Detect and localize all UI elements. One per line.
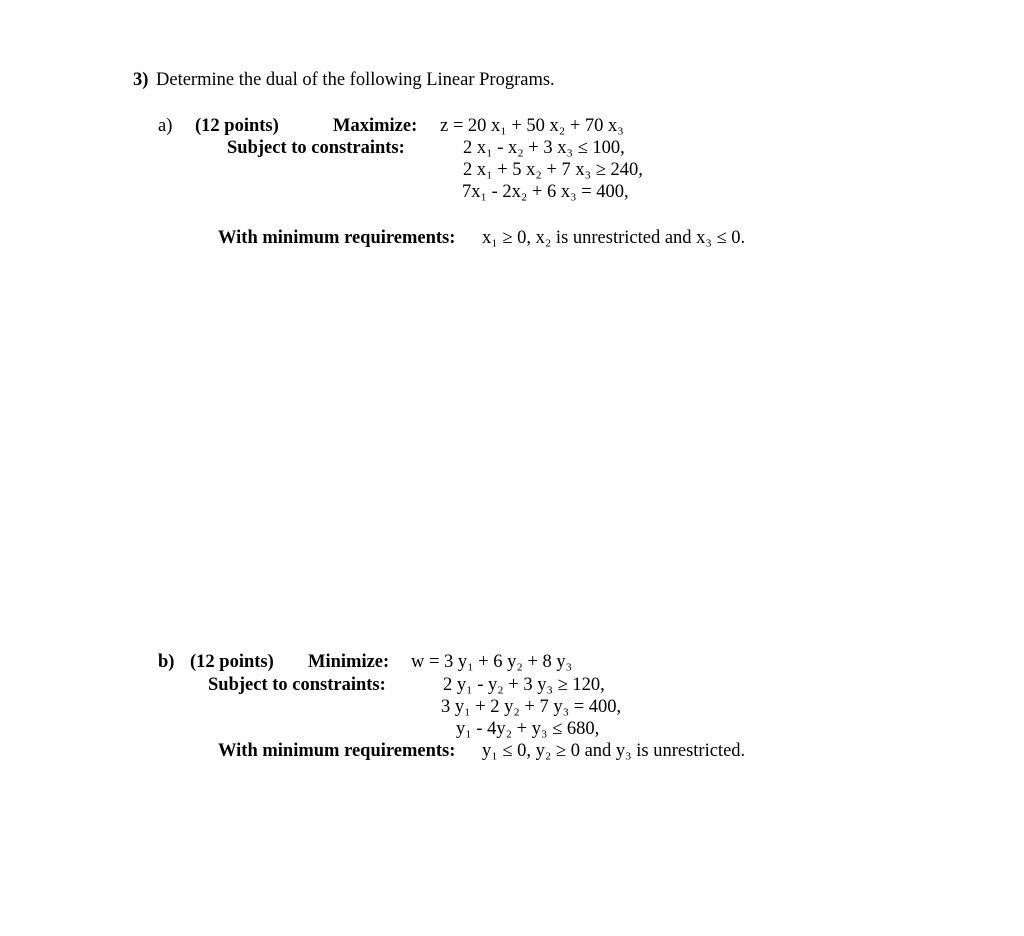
part-a-constraint-3: 7x₁ - 2x₂ + 6 x₃ = 400,	[462, 182, 629, 202]
part-b-constraint-3: y₁ - 4y₂ + y₃ ≤ 680,	[456, 719, 600, 739]
part-a-requirements: x₁ ≥ 0, x₂ is unrestricted and x₃ ≤ 0.	[482, 228, 746, 248]
part-a-constraints-label: Subject to constraints:	[227, 138, 405, 158]
part-a-objective-keyword: Maximize:	[333, 116, 418, 136]
question-number: 3)	[133, 70, 149, 90]
part-a-points: (12 points)	[195, 116, 279, 136]
part-b-objective-keyword: Minimize:	[308, 652, 390, 672]
part-b-constraint-1: 2 y₁ - y₂ + 3 y₃ ≥ 120,	[443, 675, 605, 695]
part-b-requirements-label: With minimum requirements:	[218, 741, 456, 761]
part-b-constraints-label: Subject to constraints:	[208, 675, 386, 695]
part-a-requirements-label: With minimum requirements:	[218, 228, 456, 248]
part-a-objective: z = 20 x₁ + 50 x₂ + 70 x₃	[440, 116, 624, 136]
question-heading: Determine the dual of the following Linear Programs.	[156, 70, 555, 90]
part-b-points: (12 points)	[190, 652, 274, 672]
part-a-label: a)	[158, 116, 173, 136]
part-b-objective: w = 3 y₁ + 6 y₂ + 8 y₃	[411, 652, 573, 672]
part-b-requirements: y₁ ≤ 0, y₂ ≥ 0 and y₃ is unrestricted.	[482, 741, 746, 761]
part-b-constraint-2: 3 y₁ + 2 y₂ + 7 y₃ = 400,	[441, 697, 622, 717]
part-a-constraint-2: 2 x₁ + 5 x₂ + 7 x₃ ≥ 240,	[463, 160, 643, 180]
part-a-constraint-1: 2 x₁ - x₂ + 3 x₃ ≤ 100,	[463, 138, 625, 158]
part-b-label: b)	[158, 652, 175, 672]
